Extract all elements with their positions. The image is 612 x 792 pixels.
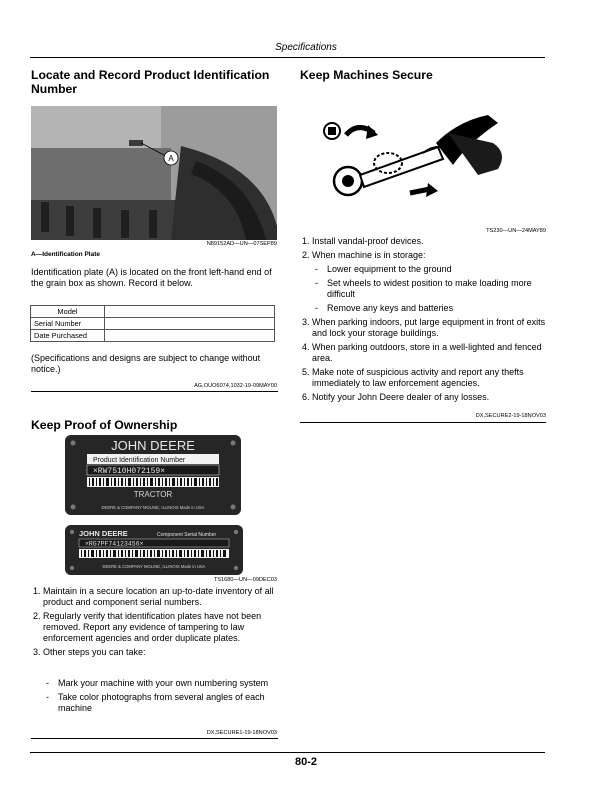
photo-caption-plate: N89152AD—UN—07SEP89 xyxy=(206,241,277,247)
list-item: - Mark your machine with your own numbering system xyxy=(46,678,269,688)
plate1-barcode xyxy=(87,477,219,487)
list-item: 3. When parking indoors, put large equipment in front of exits and lock your storage buildings. xyxy=(302,317,546,338)
reference-code-3: DX,SECURE2-19-18NOV03 xyxy=(475,413,546,419)
list-item: - Take color photographs from several angles of each machine xyxy=(46,692,265,713)
list-item: 2. When machine is in storage: xyxy=(302,250,426,260)
table-value-model[interactable] xyxy=(105,306,275,318)
list-item: 6. Notify your John Deere dealer of any losses. xyxy=(302,392,490,402)
section-divider xyxy=(300,422,546,423)
photo-caption-plates: TS1680—UN—09DEC03 xyxy=(213,577,277,583)
product-id-plate-graphic xyxy=(65,435,241,515)
plate2-footer: DEERE & COMPANY MOLINE, ILLINOIS Made in USA xyxy=(102,564,206,569)
component-plate-graphic xyxy=(65,525,243,575)
table-value-serial[interactable] xyxy=(105,318,275,330)
ownership-substeps-list xyxy=(46,678,276,717)
list-item: - Set wheels to widest position to make loading more difficult xyxy=(315,278,532,299)
page-number: 80-2 xyxy=(294,756,318,768)
list-item: - Lower equipment to the ground xyxy=(315,264,452,274)
plate1-title: Product Identification Number xyxy=(93,457,186,464)
key-removal-graphic xyxy=(318,103,523,221)
storage-substeps-list xyxy=(315,264,547,317)
table-label-model: Model xyxy=(31,306,105,318)
table-label-serial: Serial Number xyxy=(31,318,105,330)
security-steps-list xyxy=(302,236,548,264)
ownership-steps-list xyxy=(33,586,279,661)
footer-rule xyxy=(30,752,545,753)
section-divider xyxy=(31,391,278,392)
list-item: 4. When parking outdoors, store in a well-lighted and fenced area. xyxy=(302,342,542,363)
plate1-serial: ×RW7510H072159× xyxy=(93,467,166,476)
grain-drill-illustration xyxy=(31,106,277,240)
photo-caption-keys: TS230—UN—24MAY89 xyxy=(486,228,546,234)
identification-body-text: Identification plate (A) is located on the front left-hand end of the grain box as shown. Record it below. xyxy=(31,267,272,288)
table-row xyxy=(31,330,275,342)
reference-code-2: DX,SECURE1-19-18NOV03 xyxy=(206,730,277,736)
product-id-plate xyxy=(65,435,241,515)
identification-plate-photo xyxy=(31,106,277,240)
list-item: 3. Other steps you can take: xyxy=(33,647,146,657)
section-divider xyxy=(31,738,278,739)
list-item: 1. Install vandal-proof devices. xyxy=(302,236,424,246)
table-label-date: Date Purchased xyxy=(31,330,105,342)
specifications-note: (Specifications and designs are subject to change without notice.) xyxy=(31,353,261,374)
table-row xyxy=(31,318,275,330)
record-table xyxy=(30,305,275,342)
page-header-title: Specifications xyxy=(275,42,337,53)
table-row xyxy=(31,306,275,318)
list-item: 1. Maintain in a secure location an up-to-date inventory of all product and component serial numbers. xyxy=(33,586,274,607)
component-serial-plate xyxy=(65,525,243,575)
list-item: - Remove any keys and batteries xyxy=(315,303,454,313)
plate2-brand: JOHN DEERE xyxy=(79,529,128,538)
figure-label: A—Identification Plate xyxy=(31,251,100,258)
section-heading-proof-ownership: Keep Proof of Ownership xyxy=(31,418,178,432)
plate2-serial: ×RG7PF74123456× xyxy=(85,540,144,548)
plate1-brand: JOHN DEERE xyxy=(111,438,195,453)
callout-a: A xyxy=(168,154,174,163)
key-security-illustration xyxy=(318,103,523,221)
header-rule xyxy=(30,57,545,58)
list-item: 2. Regularly verify that identification plates have not been removed. Report any evidence of tampering to law enforcement agencies and order duplicate plates. xyxy=(33,611,262,643)
table-value-date[interactable] xyxy=(105,330,275,342)
section-heading-keep-secure: Keep Machines Secure xyxy=(300,68,433,82)
list-item: 5. Make note of suspicious activity and report any thefts immediately to law enforcement agencies. xyxy=(302,367,524,388)
reference-code-1: AG,OUO6074,1032-19-09MAY00 xyxy=(194,383,277,389)
plate1-footer: DEERE & COMPANY MOLINE, ILLINOIS Made in USA xyxy=(101,505,205,510)
section-heading-locate-record: Locate and Record Product Identification Number xyxy=(31,68,270,96)
plate2-title: Component Serial Number xyxy=(157,532,217,538)
plate1-type: TRACTOR xyxy=(133,490,173,499)
security-steps-list-2 xyxy=(302,317,548,406)
